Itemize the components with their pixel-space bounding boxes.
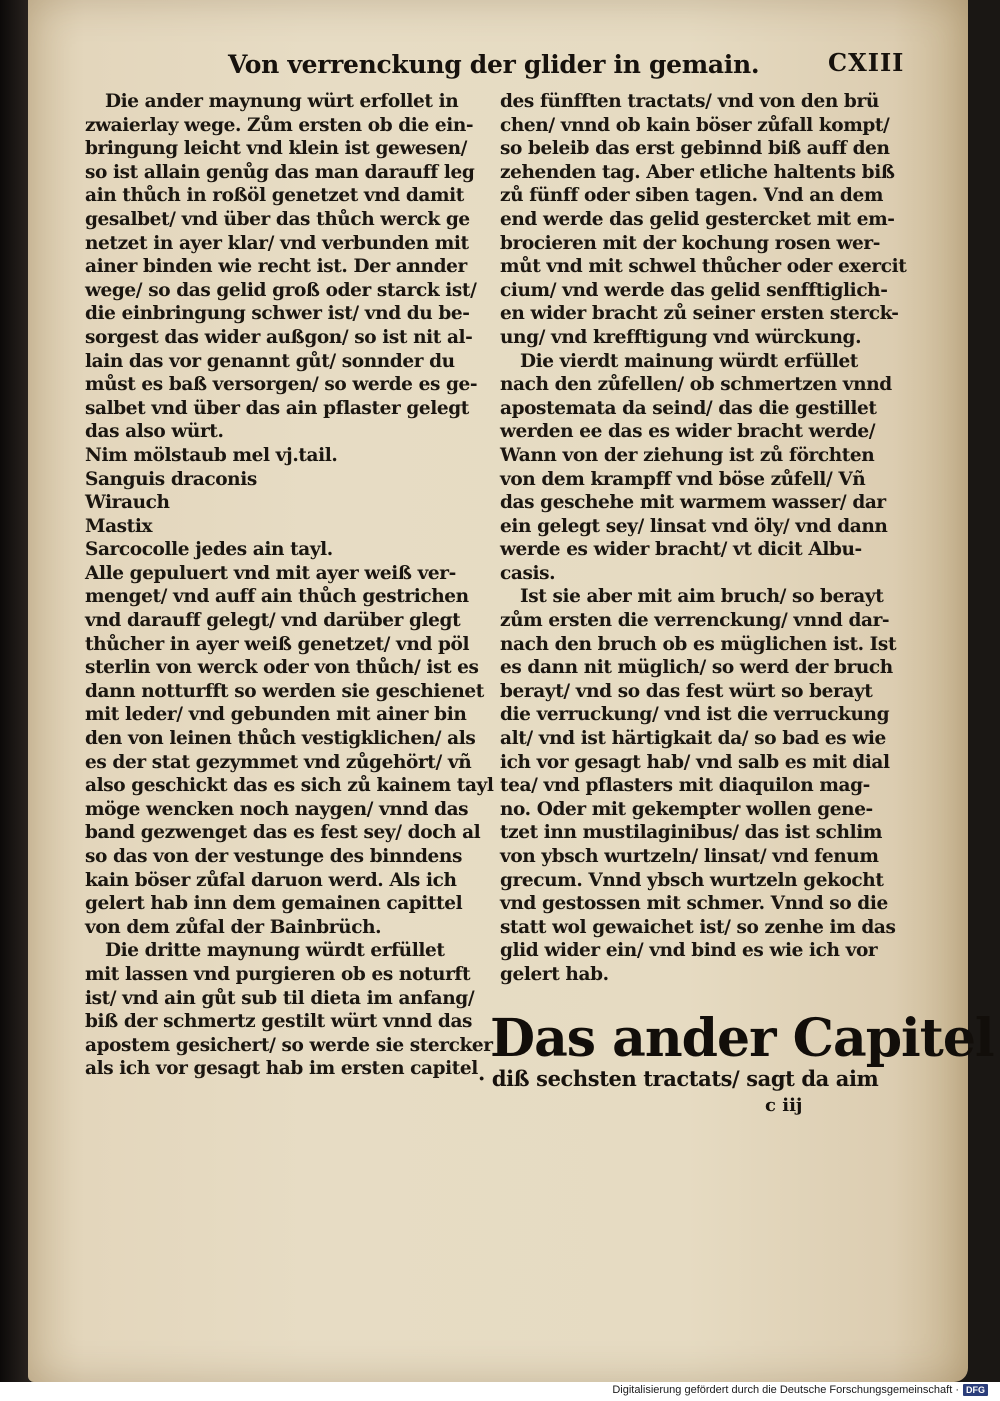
text-line: ein gelegt sey/ linsat vnd öly/ vnd dann xyxy=(500,515,888,537)
text-line: lain das vor genannt gůt/ sonnder du xyxy=(85,350,455,372)
text-line: no. Oder mit gekempter wollen gene- xyxy=(500,798,873,820)
text-line: es der stat gezymmet vnd zůgehört/ vñ xyxy=(85,751,472,773)
text-line: Mastix xyxy=(85,515,153,537)
text-line: brocieren mit der kochung rosen wer- xyxy=(500,232,881,254)
text-line: alt/ vnd ist härtigkait da/ so bad es wie xyxy=(500,728,886,750)
text-line: netzet in ayer klar/ vnd verbunden mit xyxy=(85,232,469,254)
text-line: biß der schmertz gestilt würt vnnd das xyxy=(85,1011,473,1033)
text-line: mit leder/ vnd gebunden mit ainer bin xyxy=(85,704,467,726)
text-line: gelert hab. xyxy=(500,963,609,985)
text-line: zwaierlay wege. Zům ersten ob die ein- xyxy=(85,114,474,136)
text-line: ung/ vnd krefftigung vnd würckung. xyxy=(500,326,862,348)
right-text-column xyxy=(500,90,907,987)
text-line: mit lassen vnd purgieren ob es noturft xyxy=(85,963,471,985)
text-line: tzet inn mustilaginibus/ das ist schlim xyxy=(500,822,883,844)
text-line: můt vnd mit schwel thůcher oder exercit xyxy=(500,256,907,278)
text-line: des fünfften tractats/ vnd von den brü xyxy=(500,91,879,112)
text-line: werden ee das es wider bracht werde/ xyxy=(500,421,876,443)
text-line: gesalbet/ vnd über das thůch werck ge xyxy=(85,208,470,230)
text-line: nach den bruch ob es müglichen ist. Ist xyxy=(500,633,897,655)
folio-number: CXIII xyxy=(828,48,905,77)
running-head: Von verrenckung der glider in gemain. xyxy=(228,50,760,79)
chapter-heading: Das ander Capitel xyxy=(490,1008,994,1069)
text-line: menget/ vnd auff ain thůch gestrichen xyxy=(85,586,469,608)
text-line: von dem zůfal der Bainbrüch. xyxy=(85,916,382,938)
text-line: von dem krampff vnd böse zůfell/ Vñ xyxy=(500,468,866,490)
text-line: werde es wider bracht/ vt dicit Albu- xyxy=(500,539,862,561)
text-line: tea/ vnd pflasters mit diaquilon mag- xyxy=(500,775,870,797)
text-line: ich vor gesagt hab/ vnd salb es mit dial xyxy=(500,751,890,773)
book-spine xyxy=(0,0,30,1382)
text-line: glid wider ein/ vnd bind es wie ich vor xyxy=(500,940,878,962)
text-line: zů fünff oder siben tagen. Vnd an dem xyxy=(500,185,883,207)
text-line: nach den zůfellen/ ob schmertzen vnnd xyxy=(500,374,892,396)
text-line: vnd darauff gelegt/ vnd darüber glegt xyxy=(85,610,461,632)
text-line: Nim mölstaub mel vj.tail. xyxy=(85,444,338,466)
text-line: bringung leicht vnd klein ist gewesen/ xyxy=(85,138,468,160)
text-line: das also würt. xyxy=(85,421,224,443)
text-line: chen/ vnnd ob kain böser zůfall kompt/ xyxy=(500,114,890,136)
text-line: es dann nit müglich/ so werd der bruch xyxy=(500,657,893,679)
text-line: möge wencken noch naygen/ vnnd das xyxy=(85,798,469,820)
text-line: vnd gestossen mit schmer. Vnnd so die xyxy=(500,893,888,915)
text-line: so ist allain genůg das man darauff leg xyxy=(85,161,475,183)
dfg-logo-icon: DFG xyxy=(963,1384,988,1396)
text-line: ain thůch in roßöl genetzet vnd damit xyxy=(85,185,464,207)
text-line: die einbringung schwer ist/ vnd du be- xyxy=(85,303,470,325)
signature-mark: c iij xyxy=(765,1095,803,1116)
text-line: berayt/ vnd so das fest würt so berayt xyxy=(500,680,873,702)
text-line: sterlin von werck oder von thůch/ ist es xyxy=(85,657,479,679)
text-line: end werde das gelid gestercket mit em- xyxy=(500,208,895,230)
text-line: apostemata da seind/ das die gestillet xyxy=(500,397,877,419)
text-line: apostem gesichert/ so werde sie stercker xyxy=(85,1034,493,1056)
text-line: ainer binden wie recht ist. Der annder xyxy=(85,256,467,278)
text-line: Alle gepuluert vnd mit ayer weiß ver- xyxy=(85,562,456,584)
text-line: cium/ vnd werde das gelid senfftiglich- xyxy=(500,279,888,301)
text-line: dann notturfft so werden sie geschienet xyxy=(85,680,484,702)
text-line: thůcher in ayer weiß genetzet/ vnd pöl xyxy=(85,633,470,655)
text-line: Die dritte maynung würdt erfüllet xyxy=(105,940,445,962)
text-line: salbet vnd über das ain pflaster gelegt xyxy=(85,397,469,419)
text-line: wege/ so das gelid groß oder starck ist/ xyxy=(85,279,477,301)
text-line: als ich vor gesagt hab im ersten capitel xyxy=(85,1058,478,1080)
text-line: gelert hab inn dem gemainen capittel xyxy=(85,893,463,915)
text-line: Sarcocolle jedes ain tayl. xyxy=(85,539,333,561)
text-line: casis. xyxy=(500,562,556,584)
text-line: also geschickt das es sich zů kainem tayl xyxy=(85,775,494,797)
text-line: so das von der vestunge des binndens xyxy=(85,846,462,867)
text-line: en wider bracht zů seiner ersten sterck- xyxy=(500,303,899,325)
text-line: sorgest das wider außgon/ so ist nit al- xyxy=(85,326,473,348)
text-line: ist/ vnd ain gůt sub til dieta im anfang/ xyxy=(85,987,475,1009)
text-line: die verruckung/ vnd ist die verruckung xyxy=(500,704,890,726)
text-line: Ist sie aber mit aim bruch/ so berayt xyxy=(520,586,884,608)
left-text-column xyxy=(85,90,494,1081)
text-line: Wann von der ziehung ist zů förchten xyxy=(500,444,875,466)
text-line: můst es baß versorgen/ so werde es ge- xyxy=(85,374,478,396)
text-line: so beleib das erst gebinnd biß auff den xyxy=(500,138,890,160)
text-line: zehenden tag. Aber etliche haltents biß xyxy=(500,161,895,183)
text-line: Sanguis draconis xyxy=(85,468,257,490)
text-line: das geschehe mit warmem wasser/ dar xyxy=(500,492,886,514)
text-line: band gezwenget das es fest sey/ doch al xyxy=(85,822,481,844)
text-line: zům ersten die verrenckung/ vnnd dar- xyxy=(500,610,890,632)
footer-credit xyxy=(612,1384,988,1396)
text-line: von ybsch wurtzeln/ linsat/ vnd fenum xyxy=(500,846,879,867)
text-line: den von leinen thůch vestigklichen/ als xyxy=(85,728,476,750)
footer-text: Digitalisierung gefördert durch die Deutsche Forschungsgemeinschaft · xyxy=(612,1384,959,1396)
text-line: statt wol gewaichet ist/ so zenhe im das xyxy=(500,916,896,938)
text-line: Die ander maynung würt erfollet in xyxy=(105,91,459,112)
text-line: Wirauch xyxy=(85,492,170,514)
chapter-subheading: · diß sechsten tractats/ sagt da aim xyxy=(478,1066,879,1091)
text-line: kain böser zůfal daruon werd. Als ich xyxy=(85,869,457,891)
text-line: Die vierdt mainung würdt erfüllet xyxy=(520,350,858,372)
text-line: grecum. Vnnd ybsch wurtzeln gekocht xyxy=(500,869,884,891)
